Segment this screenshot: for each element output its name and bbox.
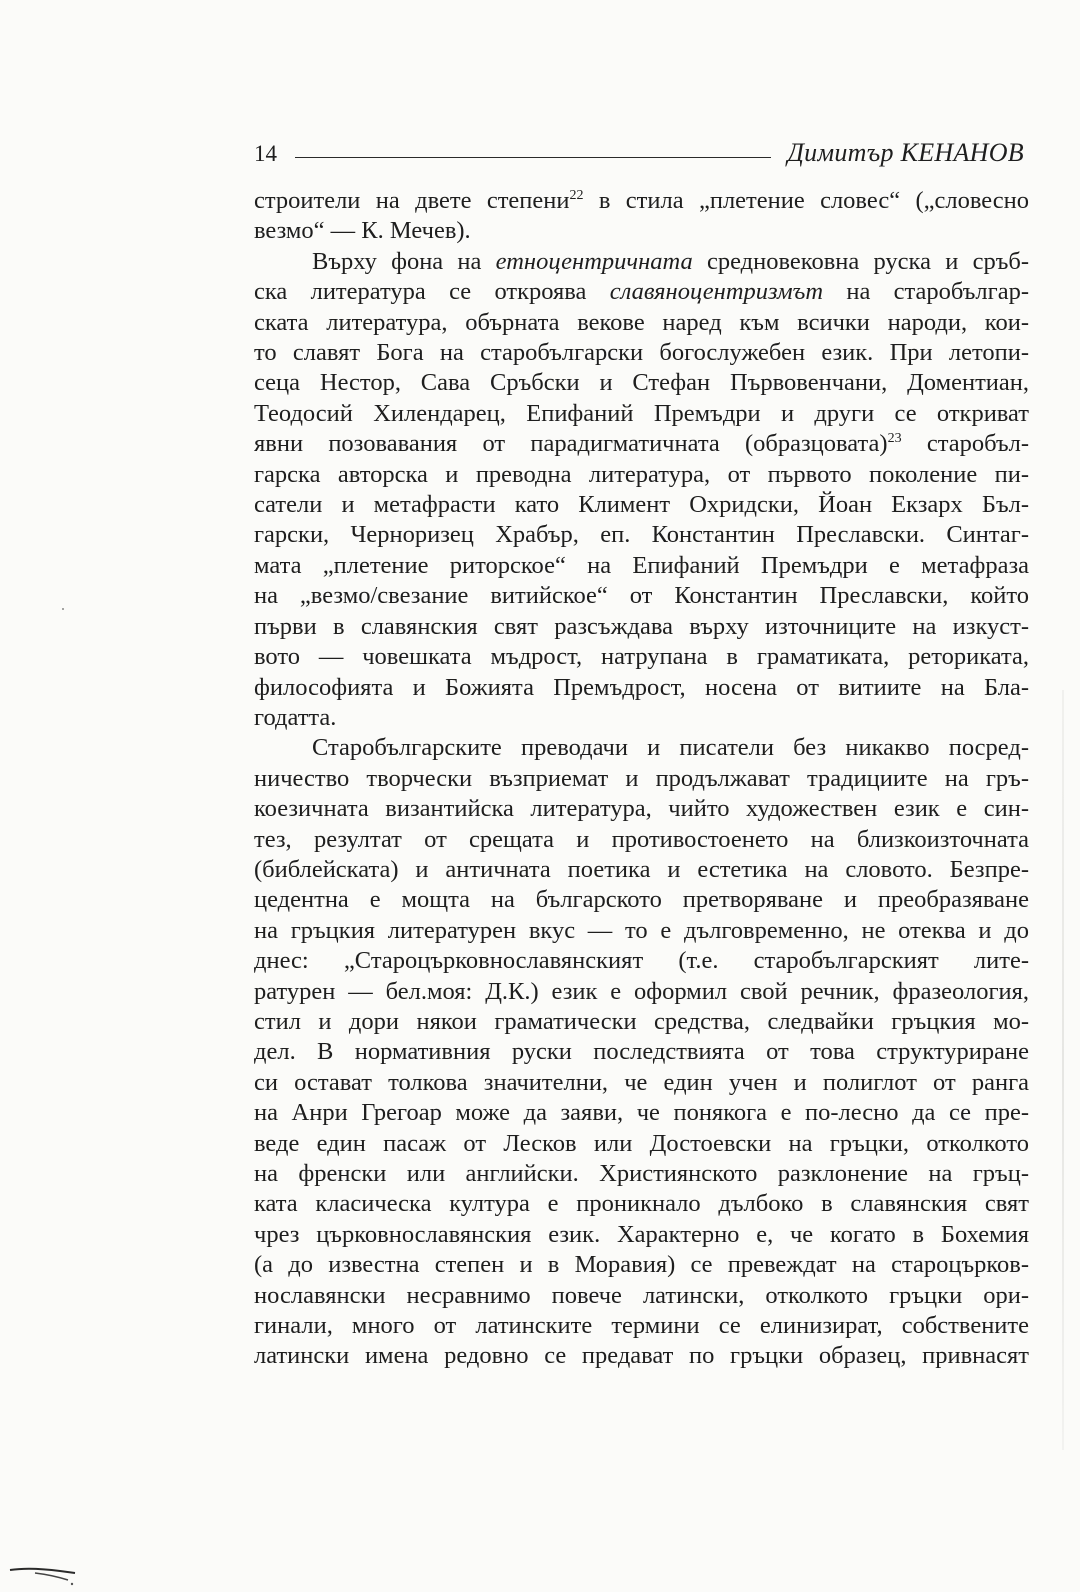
text-run: ничество творчески възприемат и продължават традициите на гръ- bbox=[254, 764, 1029, 792]
text-line bbox=[254, 977, 1029, 1007]
footnote-ref[interactable]: 23 bbox=[887, 431, 902, 447]
text-run: сеца Нестор, Сава Сръбски и Стефан Първовенчани, Доментиан, bbox=[254, 369, 1029, 397]
page-header bbox=[254, 127, 1024, 167]
text-run: гинали, много от латинските термини се елинизират, собствените bbox=[254, 1312, 1029, 1340]
text-run: то славят Бога на старобългарски богослужебен език. При летопи- bbox=[254, 339, 1029, 367]
text-line bbox=[254, 368, 1029, 398]
text-run: днес: „Староцърковнославянският (т.е. старобългарският лите- bbox=[254, 947, 1029, 975]
text-run: ска литература се откроява bbox=[254, 278, 610, 306]
text-line bbox=[254, 885, 1029, 915]
text-line bbox=[254, 794, 1029, 824]
text-run: годатта. bbox=[254, 703, 337, 731]
text-line bbox=[254, 429, 1029, 459]
text-run: ратурен — бел.моя: Д.К.) език е оформил свой речник, фразеология, bbox=[254, 977, 1029, 1005]
text-line bbox=[254, 338, 1029, 368]
text-line bbox=[254, 1068, 1029, 1098]
text-run: Върху фона на bbox=[312, 247, 496, 275]
text-line bbox=[254, 673, 1029, 703]
text-line bbox=[254, 1281, 1029, 1311]
text-run: средновековна руска и сръб- bbox=[692, 247, 1029, 275]
footnote-ref[interactable]: 22 bbox=[569, 188, 584, 203]
text-run: чрез църковнославянския език. Характерно е, че когато в Бохемия bbox=[254, 1220, 1029, 1248]
text-line bbox=[254, 703, 1029, 733]
text-run: в стила „плетение словес“ („словесно bbox=[583, 187, 1029, 214]
text-run: на френски или английски. Християнското разклонение на гръц- bbox=[254, 1160, 1029, 1187]
text-line bbox=[254, 490, 1029, 520]
text-run: първи в славянския свят разсъждава върху източниците на изкуст- bbox=[254, 612, 1029, 640]
text-run: дел. В нормативния руски последствията от това структуриране bbox=[254, 1038, 1029, 1066]
text-line bbox=[254, 308, 1029, 338]
text-line bbox=[254, 277, 1029, 307]
text-line bbox=[254, 186, 1029, 216]
text-run: сатели и метафрасти като Климент Охридски, Йоан Екзарх Бъл- bbox=[254, 491, 1029, 519]
text-run: явни позовавания от парадигматичната (образцовата) bbox=[254, 430, 888, 458]
paragraph bbox=[254, 733, 1029, 1372]
text-line bbox=[254, 642, 1029, 672]
text-run: на гръцкия литературен вкус — то е дълговременно, не отеква и до bbox=[254, 916, 1029, 944]
text-line bbox=[254, 1037, 1029, 1067]
text-run: Старобългарските преводачи и писатели без никакво посред- bbox=[312, 734, 1029, 762]
text-run: коезичната византийска литература, чийто художествен език е син- bbox=[254, 795, 1029, 823]
text-line bbox=[254, 1220, 1029, 1250]
text-line bbox=[254, 581, 1029, 611]
text-line bbox=[254, 855, 1029, 885]
text-run: цедентна е мощта на българското претворяване и преобразяване bbox=[254, 886, 1029, 914]
text-run: на „везмо/свезание витийское“ от Константин Преславски, който bbox=[254, 582, 1029, 610]
text-line bbox=[254, 825, 1029, 855]
emphasized-term: етноцентричната bbox=[495, 247, 693, 275]
text-run: философията и Божията Премъдрост, носена от витиите на Бла- bbox=[254, 673, 1029, 701]
text-run: Теодосий Хилендарец, Епифаний Премъдри и други се откриват bbox=[254, 399, 1029, 427]
text-run: старобъл- bbox=[901, 430, 1029, 458]
text-line bbox=[254, 247, 1029, 277]
text-line bbox=[254, 1341, 1029, 1371]
emphasized-term: славяноцентризмът bbox=[609, 278, 824, 306]
text-line bbox=[254, 612, 1029, 642]
text-line bbox=[254, 1098, 1029, 1128]
text-line bbox=[254, 1129, 1029, 1159]
text-run: латински имена редовно се предават по гръцки образец, привнасят bbox=[254, 1342, 1029, 1370]
text-run: гарска авторска и преводна литература, от първото поколение пи- bbox=[254, 460, 1029, 488]
text-run: мата „плетение риторское“ на Епифаний Премъдри е метафраза bbox=[254, 551, 1029, 579]
text-line bbox=[254, 1311, 1029, 1341]
header-rule bbox=[295, 157, 771, 158]
text-line bbox=[254, 1250, 1029, 1280]
paragraph bbox=[254, 186, 1029, 247]
text-run: вото — човешката мъдрост, натрупана в граматиката, реториката, bbox=[254, 643, 1029, 671]
text-run: гарски, Черноризец Храбър, еп. Константин Преславски. Синтаг- bbox=[254, 521, 1029, 549]
text-line bbox=[254, 764, 1029, 794]
text-line bbox=[254, 399, 1029, 429]
text-run: (а до известна степен и в Моравия) се превеждат на староцърков- bbox=[254, 1251, 1029, 1279]
text-run: стил и дори някои граматически средства, следвайки гръцкия мо- bbox=[254, 1007, 1029, 1035]
text-run: ската литература, обърната векове наред към всички народи, кои- bbox=[254, 308, 1029, 336]
text-line bbox=[254, 946, 1029, 976]
text-line bbox=[254, 733, 1029, 763]
text-run: нославянски несравнимо повече латински, отколкото гръцки ори- bbox=[254, 1281, 1029, 1309]
paragraph bbox=[254, 247, 1029, 734]
text-line bbox=[254, 1189, 1029, 1219]
text-line bbox=[254, 916, 1029, 946]
scan-speck bbox=[62, 608, 64, 610]
text-run: веде един пасаж от Лесков или Достоевски на гръцки, отколкото bbox=[254, 1129, 1029, 1157]
text-line bbox=[254, 460, 1029, 490]
text-run: тез, резултат от срещата и противостоенето на близкоизточната bbox=[254, 825, 1029, 853]
text-line bbox=[254, 520, 1029, 550]
text-run: на Анри Грегоар може да заяви, че понякога е по-лесно да се пре- bbox=[254, 1099, 1029, 1127]
text-line bbox=[254, 216, 1029, 246]
text-run: на старобългар- bbox=[823, 278, 1029, 306]
text-run: си остават толкова значителни, че един учен и полиглот от ранга bbox=[254, 1068, 1029, 1096]
text-run: везмо“ — К. Мечев). bbox=[254, 217, 471, 245]
text-line bbox=[254, 551, 1029, 581]
scan-artifact bbox=[0, 1540, 90, 1592]
text-run: ката класическа култура е проникнало дълбоко в славянския свят bbox=[254, 1190, 1029, 1218]
text-line bbox=[254, 1159, 1029, 1189]
body-text bbox=[254, 186, 1029, 1372]
running-head: Димитър КЕНАНОВ bbox=[787, 138, 1024, 167]
text-line bbox=[254, 1007, 1029, 1037]
scan-speck bbox=[1062, 690, 1064, 1450]
text-run: (библейската) и античната поетика и естетика на словото. Безпре- bbox=[254, 855, 1029, 883]
text-run: строители на двете степени bbox=[254, 187, 570, 214]
page-number: 14 bbox=[254, 141, 277, 166]
